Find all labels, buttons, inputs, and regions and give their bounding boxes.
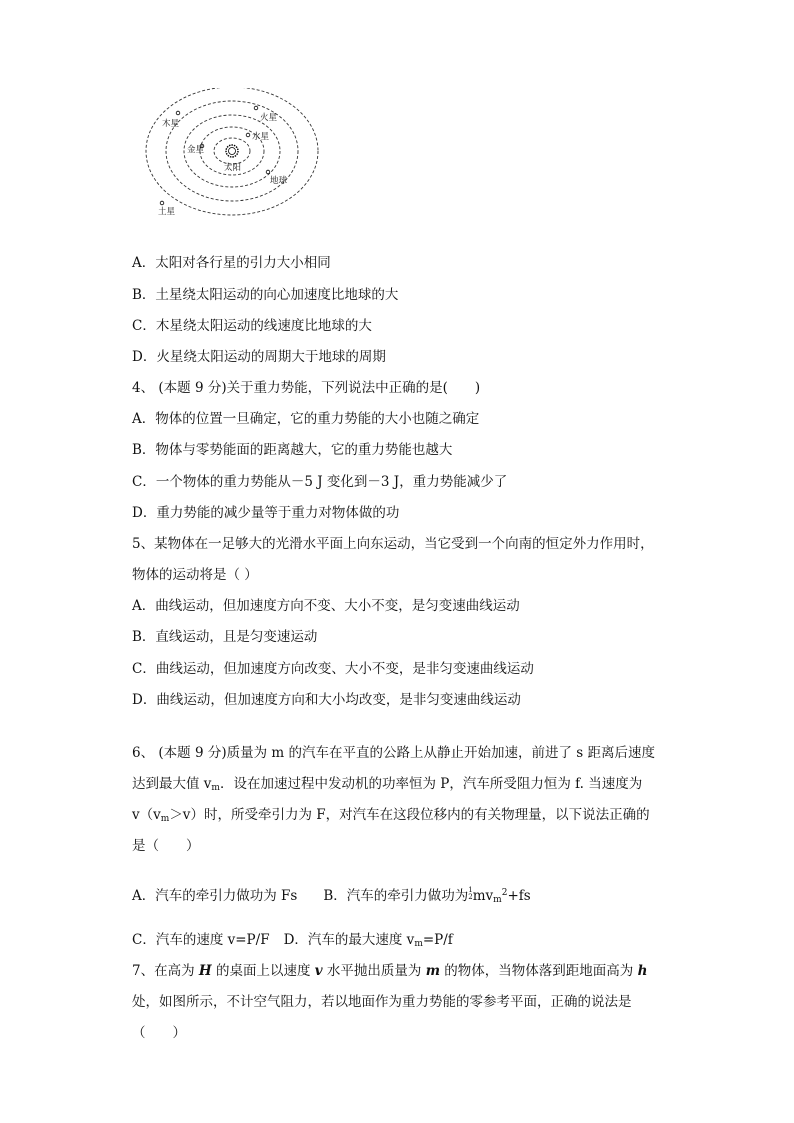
q6-option-b: B．汽车的牵引力做功为1 $2mv_m^2+fs$ [323, 886, 531, 905]
q6-stem-line4: 是（ ） [132, 838, 200, 854]
q4-option-b: B．物体与零势能面的距离越大，它的重力势能也越大 [132, 442, 453, 458]
mars-dot [254, 106, 258, 110]
label-mercury: 水星 [252, 132, 270, 142]
q6-options-cd [132, 931, 453, 953]
q4-option-d: D．重力势能的减少量等于重力对物体做的功 [132, 505, 400, 521]
fraction-one-half: 1 2 [468, 886, 473, 901]
label-sun: 太阳 [224, 163, 242, 173]
earth-dot [266, 170, 270, 174]
q5-stem-line1: 5、某物体在一足够大的光滑水平面上向东运动，当它受到一个向南的恒定外力作用时， [132, 536, 654, 552]
orbit-1 [214, 138, 250, 164]
q7-stem-line3: （ ） [132, 1025, 186, 1041]
q7-stem-line1: 7、在高为 H 的桌面上以速度 v 水平抛出质量为 m 的物体，当物体落到距地面高为 h [132, 963, 648, 979]
q5-option-b: B．直线运动，且是匀变速运动 [132, 629, 318, 645]
q6-option-d: D．汽车的最大速度 $v_m=P/f$ [283, 932, 453, 949]
q4-option-a: A．物体的位置一旦确定，它的重力势能的大小也随之确定 [132, 411, 480, 427]
q5-option-a: A．曲线运动，但加速度方向不变、大小不变，是匀变速曲线运动 [132, 598, 520, 614]
label-saturn: 土星 [158, 207, 176, 217]
label-venus: 金星 [187, 145, 205, 155]
q4-option-c: C．一个物体的重力势能从－5 J 变化到－3 J，重力势能减少了 [132, 474, 508, 490]
orbit-5 [146, 88, 318, 215]
q7-stem-line2: 处，如图所示，不计空气阻力，若以地面作为重力势能的零参考平面，正确的说法是 [132, 994, 632, 1010]
label-jupiter: 木星 [162, 119, 180, 129]
sun-icon [226, 145, 238, 157]
q3-option-b: B．土星绕太阳运动的向心加速度比地球的大 [132, 287, 399, 303]
label-earth: 地球 [270, 176, 288, 186]
label-mars: 火星 [260, 113, 278, 123]
q4-stem: 4、 (本题 9 分)关于重力势能，下列说法中正确的是( ) [132, 380, 481, 396]
mercury-dot [246, 133, 250, 137]
q6-stem-line1: 6、 (本题 9 分)质量为 m 的汽车在平直的公路上从静止开始加速，前进了 s 距离后速度 [132, 745, 655, 761]
orbit-4 [166, 101, 298, 201]
q6-stem-line2: 达到最大值 $v_m$．设在加速过程中发动机的功率恒为 P，汽车所受阻力恒为 f. 当速度为 [132, 776, 643, 793]
q3-option-d: D．火星绕太阳运动的周期大于地球的周期 [132, 349, 386, 365]
jupiter-dot [176, 111, 180, 115]
q5-stem-line2: 物体的运动将是（ ） [132, 567, 258, 583]
q5-option-c: C．曲线运动，但加速度方向改变、大小不变，是非匀变速曲线运动 [132, 661, 534, 677]
q6-option-a: A．汽车的牵引力做功为 Fs [132, 888, 298, 904]
q5-option-d: D．曲线运动，但加速度方向和大小均改变，是非匀变速曲线运动 [132, 692, 521, 708]
q3-option-c: C．木星绕太阳运动的线速度比地球的大 [132, 318, 372, 334]
q3-option-a: A．太阳对各行星的引力大小相同 [132, 255, 331, 271]
q6-stem-line3: $v(v_m>v)$时，所受牵引力为 F，对汽车在这段位移内的有关物理量，以下说法正确的 [132, 807, 650, 824]
saturn-dot [160, 201, 164, 205]
q6-options-ab [132, 884, 531, 909]
solar-system-diagram [140, 88, 340, 236]
q6-option-c: C．汽车的速度 v=P/F [132, 932, 270, 948]
